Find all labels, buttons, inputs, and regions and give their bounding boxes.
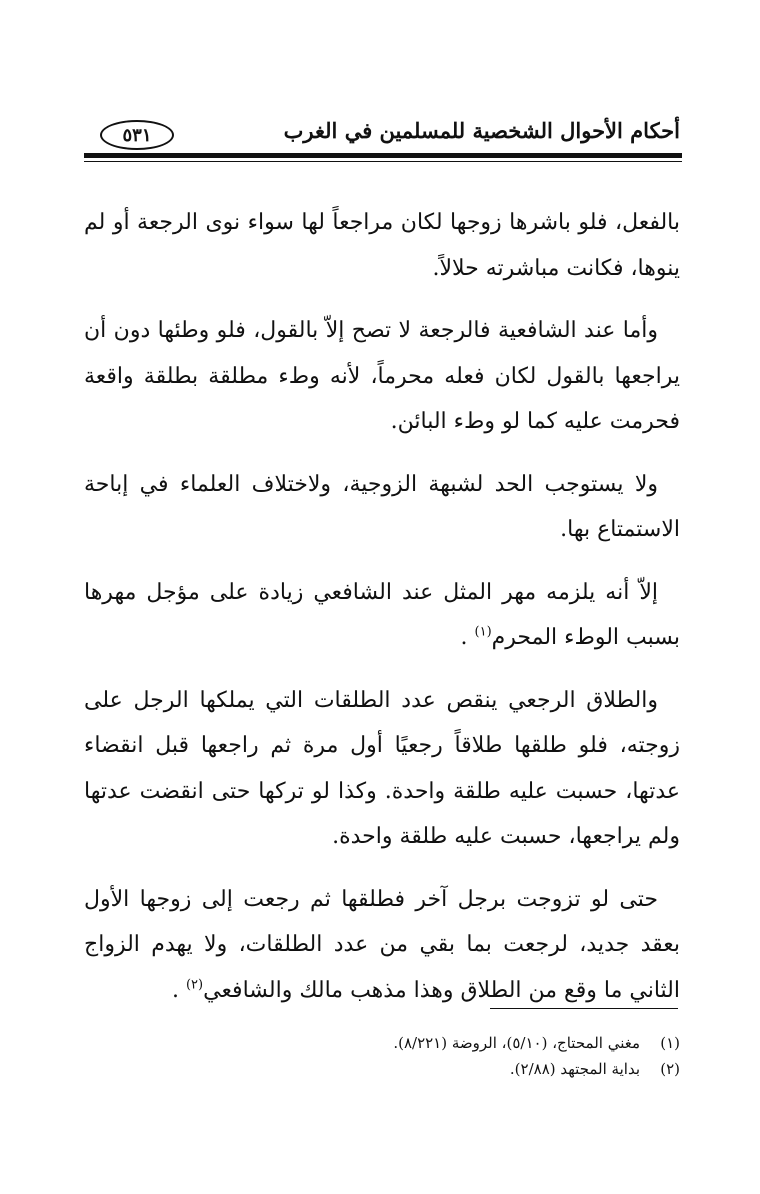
main-text	[84, 200, 680, 1030]
paragraph-4-text: إلاّ أنه يلزمه مهر المثل عند الشافعي زيادة على مؤجل مهرها بسبب الوطء المحرم	[84, 579, 680, 650]
paragraph-2	[84, 308, 680, 445]
footnote-ref-2[interactable]: (٢)	[185, 977, 204, 993]
running-title: أحكام الأحوال الشخصية للمسلمين في الغرب	[283, 118, 680, 143]
paragraph-6-text: حتى لو تزوجت برجل آخر فطلقها ثم رجعت إلى زوجها الأول بعقد جديد، لرجعت بما بقي من عدد الطلقات، ولا يهدم الزواج الثاني ما وقع من الطلاق وهذا مذهب مالك والشافعي	[84, 886, 680, 1003]
footnotes	[220, 1030, 680, 1082]
header-rule-thin	[84, 161, 682, 162]
paragraph-1	[84, 200, 680, 291]
paragraph-3	[84, 462, 680, 553]
footnote-2	[220, 1056, 680, 1082]
paragraph-4	[84, 570, 680, 661]
footnote-2-text: بداية المجتهد (٢/٨٨).	[509, 1060, 640, 1078]
header-rule-thick	[84, 153, 682, 158]
footnote-1-text: مغني المحتاج، (٥/١٠)، الروضة (٨/٢٢١).	[393, 1034, 640, 1052]
footnote-separator	[490, 1008, 678, 1009]
page-header	[84, 108, 682, 152]
paragraph-6	[84, 877, 680, 1014]
footnote-1-number: (١)	[660, 1034, 680, 1052]
paragraph-4-end: .	[460, 625, 468, 650]
paragraph-5	[84, 678, 680, 860]
footnote-ref-1[interactable]: (١)	[474, 624, 492, 640]
footnote-1	[220, 1030, 680, 1056]
page-number: ٥٣١	[100, 120, 174, 150]
paragraph-6-end: .	[171, 977, 179, 1003]
paragraph-5-text: والطلاق الرجعي ينقص عدد الطلقات التي يملكها الرجل على زوجته، فلو طلقها طلاقاً رجعيًا أول مرة ثم راجعها قبل انقضاء عدتها، حسبت عليه طلقة واحدة. وكذا لو تركها حتى انقضت عدتها ولم يراجعها، حسبت عليه طلقة واحدة.	[84, 687, 680, 849]
footnote-2-number: (٢)	[660, 1060, 680, 1078]
paragraph-1-text: بالفعل، فلو باشرها زوجها لكان مراجعاً لها سواء نوى الرجعة أو لم ينوها، فكانت مباشرته حلالاً.	[84, 210, 680, 281]
paragraph-3-text: ولا يستوجب الحد لشبهة الزوجية، ولاختلاف العلماء في إباحة الاستمتاع بها.	[84, 471, 680, 542]
paragraph-2-text: وأما عند الشافعية فالرجعة لا تصح إلاّ بالقول، فلو وطئها دون أن يراجعها بالقول لكان فعله محرماً، لأنه وطء مطلقة بطلقة واقعة فحرمت عليه كما لو وطء البائن.	[84, 318, 680, 434]
